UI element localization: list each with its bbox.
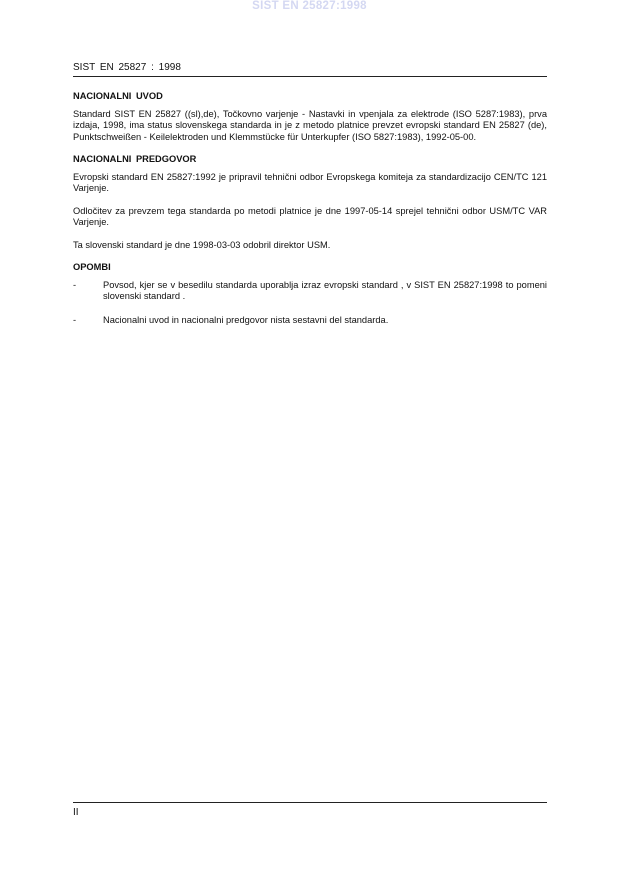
- section-title-nacionalni-predgovor: NACIONALNI PREDGOVOR: [73, 154, 197, 164]
- header-rule: [73, 76, 547, 77]
- note-item-2: [73, 315, 547, 327]
- document-body: [73, 91, 547, 338]
- uvod-paragraph: Standard SIST EN 25827 ((sl),de), Točkovno varjenje - Nastavki in vpenjala za elektrode (ISO 5287:1983), prva izdaja, 1998, ima status slovenskega standarda in je z metodo platnice prevzet evropski standard EN 25827 (de), Punktschweißen - Keilelektroden und Klemmstücke für Unterkupfer (ISO 5827:1983), 1992-05-00.: [73, 108, 547, 142]
- note-item-1: [73, 280, 547, 303]
- document-header: SIST EN 25827 : 1998: [73, 62, 181, 73]
- watermark: SIST EN 25827:1998: [252, 0, 367, 12]
- predgovor-paragraph-2: Odločitev za prevzem tega standarda po metodi platnice je dne 1997-05-14 sprejel tehnični odbor USM/TC VAR Varjenje.: [73, 205, 547, 227]
- predgovor-paragraph-3: Ta slovenski standard je dne 1998-03-03 odobril direktor USM.: [73, 239, 331, 250]
- note-dash: -: [73, 314, 77, 325]
- section-title-opombi: OPOMBI: [73, 262, 111, 272]
- note-text: Povsod, kjer se v besedilu standarda uporablja izraz evropski standard , v SIST EN 25827:1998 to pomeni slovenski standard .: [103, 279, 547, 301]
- section-title-nacionalni-uvod: NACIONALNI UVOD: [73, 91, 163, 101]
- page-number: II: [73, 807, 79, 818]
- note-dash: -: [73, 279, 77, 290]
- note-text: Nacionalni uvod in nacionalni predgovor nista sestavni del standarda.: [103, 314, 389, 325]
- footer-rule: [73, 802, 547, 803]
- predgovor-paragraph-1: Evropski standard EN 25827:1992 je pripravil tehnični odbor Evropskega komiteja za standardizacijo CEN/TC 121 Varjenje.: [73, 171, 547, 193]
